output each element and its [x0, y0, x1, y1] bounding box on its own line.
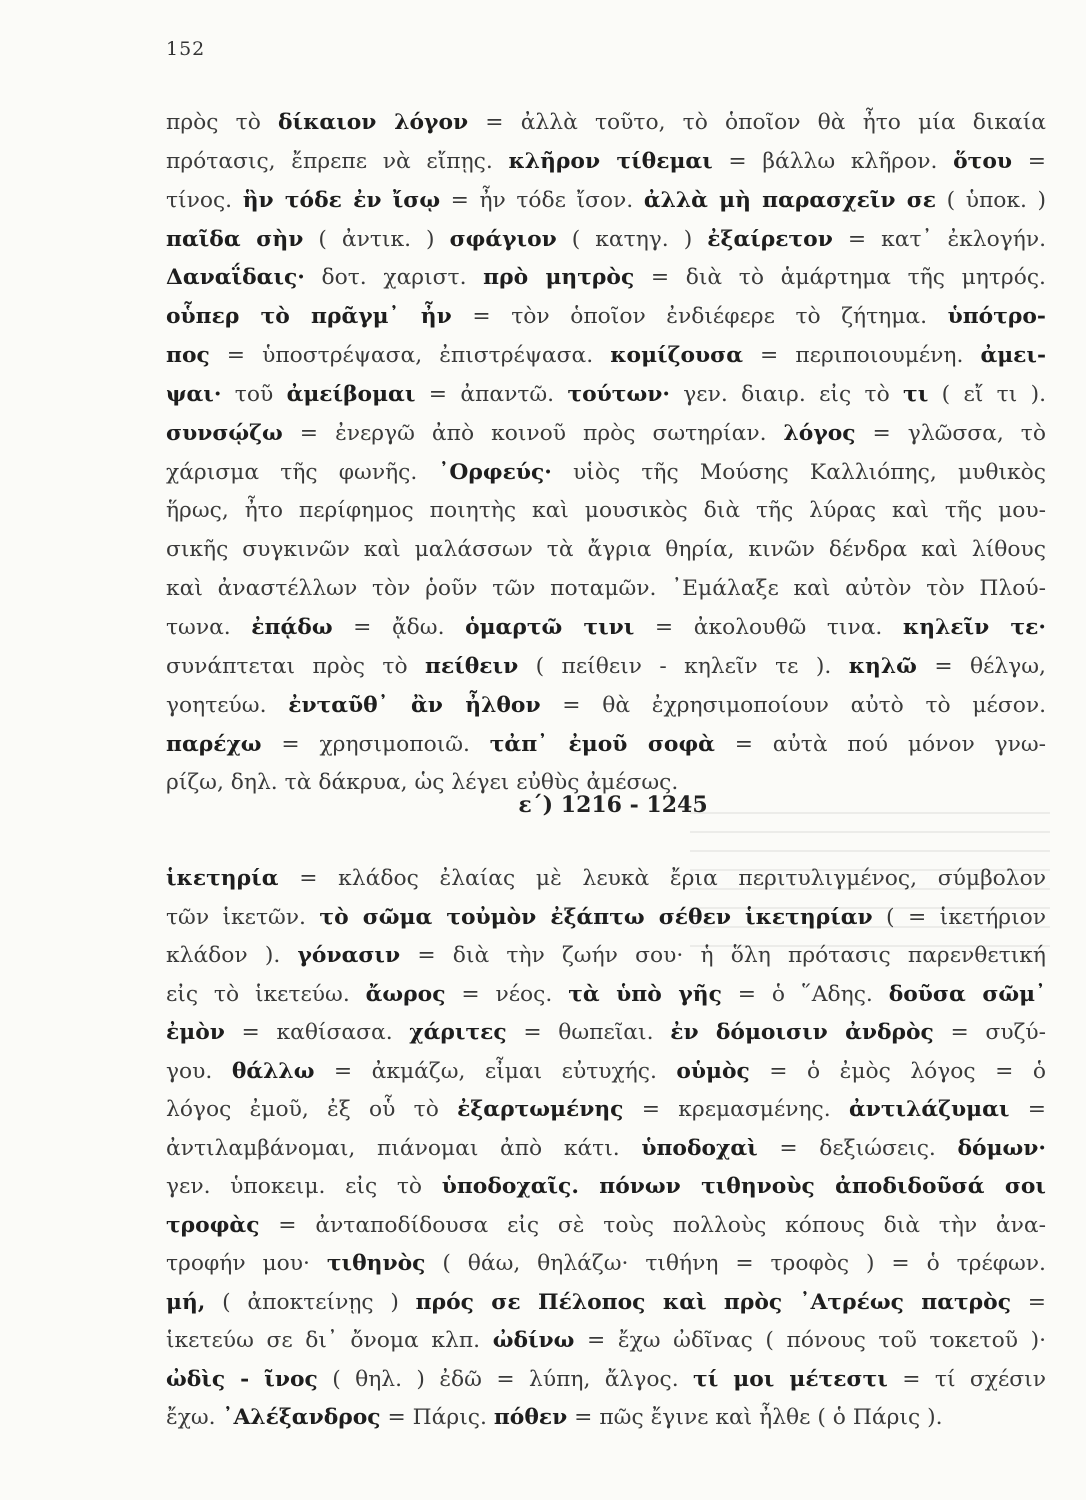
lemma: σφάγιον — [449, 226, 557, 252]
lemma: λόγος — [783, 420, 856, 446]
text-line — [166, 1399, 1046, 1438]
gloss-text: = θωπεῖαι. — [506, 1020, 671, 1045]
gloss-text: ( = ἱκετήριον — [872, 904, 1046, 930]
gloss-text: = περιποιουμένη. — [743, 343, 981, 369]
gloss-text: συνάπτεται πρὸς τὸ — [166, 653, 425, 679]
gloss-text: = κλάδος ἐλαίας μὲ λευκὰ ἔρια περιτυλιγμένος, σύμβολον — [278, 866, 1046, 891]
gloss-text: = ἔχω ὠδῖνας ( πόνους τοῦ τοκετοῦ )· — [574, 1328, 1046, 1353]
text-line — [166, 337, 1046, 376]
lemma: ἣν τόδε ἐν ἴσῳ — [242, 187, 441, 213]
gloss-text: ἱκετεύω σε δι᾽ ὄνομα κλπ. — [166, 1328, 493, 1353]
commentary-block-1 — [166, 104, 1046, 803]
text-line — [166, 531, 1046, 570]
lemma: ὑποδοχαῖς. πόνων τιθηνοὺς ἀποδιδοῦσά σοι — [441, 1174, 1046, 1199]
text-line — [166, 1322, 1046, 1361]
gloss-text: καὶ ἀναστέλλων τὸν ῥοῦν τῶν ποταμῶν. ᾽Εμάλαξε καὶ αὐτὸν τὸν Πλού- — [166, 576, 1046, 602]
lemma: παῖδα σὴν — [166, 226, 304, 252]
lemma: ἐξαρτωμένης — [457, 1097, 624, 1122]
lemma: ἀμει- — [980, 343, 1047, 369]
lemma: ᾽Αλέξανδρος — [222, 1405, 381, 1430]
text-line — [166, 376, 1046, 415]
gloss-text: κλάδον ). — [166, 943, 298, 968]
text-line — [166, 143, 1046, 182]
gloss-text: ( πείθειν - κηλεῖν τε ). — [518, 653, 849, 679]
lemma: ἄωρος — [365, 981, 446, 1007]
text-line — [166, 976, 1046, 1015]
lemma: ψαι· — [166, 381, 222, 407]
gloss-text: = νέος. — [445, 981, 569, 1007]
lemma: ὑποδοχαὶ — [641, 1135, 758, 1161]
lemma: πόθεν — [493, 1405, 568, 1430]
text-line — [166, 726, 1046, 765]
lemma: δίκαιον λόγον — [278, 110, 469, 135]
text-line — [166, 937, 1046, 976]
text-line — [166, 104, 1046, 143]
text-line — [166, 1014, 1046, 1053]
gloss-text: = κρεμασμένης. — [623, 1097, 849, 1122]
text-line — [166, 899, 1046, 938]
lemma: ὠδὶς - ῖνος — [166, 1366, 318, 1392]
gloss-text: = ἐνεργῶ ἀπὸ κοινοῦ πρὸς σωτηρίαν. — [282, 420, 784, 446]
lemma: ἐμὸν — [166, 1020, 225, 1045]
gloss-text: ( θηλ. ) ἐδῶ = λύπη, ἄλγος. — [317, 1366, 694, 1392]
lemma: τροφὰς — [166, 1212, 260, 1238]
lemma: ἱκετηρία — [166, 866, 279, 891]
text-line — [166, 221, 1046, 260]
gloss-text: = τὸν ὁποῖον ἐνδιέφερε τὸ ζήτημα. — [451, 304, 948, 330]
lemma: κλῆρον τίθεμαι — [508, 148, 713, 174]
lemma: τἀπ᾽ ἐμοῦ σοφὰ — [489, 731, 715, 757]
gloss-text: τίνος. — [166, 187, 243, 213]
gloss-text: = συζύ- — [933, 1020, 1046, 1045]
lemma: κηλεῖν τε· — [902, 614, 1047, 640]
gloss-text: = ὁ ἐμὸς λόγος = ὁ — [749, 1058, 1046, 1084]
lemma: θάλλω — [231, 1058, 315, 1084]
lemma: ἐπᾴδω — [251, 614, 333, 640]
gloss-text: = θὰ ἐχρησιμοποίουν αὐτὸ τὸ μέσον. — [540, 692, 1047, 718]
lemma: ᾽Ορφεύς· — [438, 459, 552, 485]
lemma: κηλῶ — [848, 653, 917, 679]
gloss-text: = θέλγω, — [916, 653, 1046, 679]
gloss-text: = καθίσασα. — [224, 1020, 410, 1045]
lemma: ἐν δόμοισιν ἀνδρὸς — [670, 1020, 934, 1045]
gloss-text: τοῦ — [221, 381, 287, 407]
gloss-text: = χρησιμοποιῶ. — [261, 731, 490, 757]
text-line — [166, 1091, 1046, 1130]
lemma: δόμων· — [957, 1135, 1046, 1161]
gloss-text: χάρισμα τῆς φωνῆς. — [166, 459, 439, 485]
gloss-text: ( θάω, θηλάζω· τιθήνη = τροφὸς ) = ὁ τρέφων. — [425, 1251, 1046, 1276]
gloss-text: = κατ᾽ ἐκλογήν. — [832, 226, 1047, 252]
gloss-text: = δεξιώσεις. — [757, 1135, 958, 1161]
gloss-text: = — [1012, 148, 1046, 174]
lemma: τι — [903, 381, 929, 407]
gloss-text: ( ἀποκτείνῃς ) — [205, 1289, 416, 1315]
gloss-text: γου. — [166, 1058, 232, 1084]
lemma: οὑμὸς — [676, 1058, 750, 1084]
gloss-text: ( κατηγ. ) — [556, 226, 708, 252]
text-line — [166, 492, 1046, 531]
lemma: ὠδίνω — [492, 1328, 575, 1353]
gloss-text: = ὁ ῞Αδης. — [721, 981, 889, 1007]
gloss-text: γοητεύω. — [166, 692, 289, 718]
gloss-text: = ᾄδω. — [332, 614, 466, 640]
gloss-text: τῶν ἱκετῶν. — [166, 904, 320, 930]
gloss-text: γεν. ὑποκειμ. εἰς τὸ — [166, 1174, 442, 1199]
lemma: ἀλλὰ μὴ παρασχεῖν σε — [643, 187, 937, 213]
page-number: 152 — [166, 38, 206, 60]
text-line — [166, 182, 1046, 221]
text-line — [166, 1245, 1046, 1284]
text-line — [166, 570, 1046, 609]
commentary-block-2 — [166, 860, 1046, 1438]
lemma: τούτων· — [567, 381, 670, 407]
gloss-text: τροφήν μου· — [166, 1251, 327, 1276]
gloss-text: = — [1010, 1289, 1046, 1315]
text-line — [166, 860, 1046, 899]
lemma: συνσῴζω — [166, 420, 283, 446]
text-line — [166, 1053, 1046, 1092]
lemma: ἀμείβομαι — [286, 381, 416, 407]
gloss-text: = ἀπαντῶ. — [415, 381, 568, 407]
lemma: ὅτου — [953, 148, 1012, 174]
lemma: ἐνταῦθ᾽ ἂν ἦλθον — [288, 692, 541, 718]
lemma: τιθηνὸς — [326, 1251, 426, 1276]
gloss-text: ( ἀντικ. ) — [303, 226, 450, 252]
gloss-text: = ὑποστρέψασα, ἐπιστρέψασα. — [209, 343, 611, 369]
gloss-text: πρότασις, ἔπρεπε νὰ εἴπῃς. — [166, 148, 509, 174]
lemma: ἀντιλάζυμαι — [848, 1097, 1010, 1122]
lemma: τὰ ὑπὸ γῆς — [568, 981, 722, 1007]
lemma: γόνασιν — [297, 943, 401, 968]
gloss-text: = πῶς ἔγινε καὶ ἦλθε ( ὁ Πάρις ). — [567, 1405, 943, 1430]
gloss-text: λόγος ἐμοῦ, ἐξ οὗ τὸ — [166, 1097, 458, 1122]
lemma: πος — [166, 343, 210, 369]
gloss-text: = ἦν τόδε ἴσον. — [440, 187, 644, 213]
gloss-text: σικῆς συγκινῶν καὶ μαλάσσων τὰ ἄγρια θηρία, κινῶν δένδρα καὶ λίθους — [166, 537, 1046, 563]
lemma: παρέχω — [166, 731, 262, 757]
gloss-text: = τί σχέσιν — [887, 1366, 1046, 1392]
gloss-text: = ἀνταποδίδουσα εἰς σὲ τοὺς πολλοὺς κόπους διὰ τὴν ἀνα- — [259, 1212, 1046, 1238]
gloss-text: πρὸς τὸ — [166, 110, 278, 135]
text-line — [166, 1284, 1046, 1323]
text-line — [166, 1130, 1046, 1169]
gloss-text: = — [1009, 1097, 1046, 1122]
lemma: πρός σε Πέλοπος καὶ πρὸς ᾽Ατρέως πατρὸς — [415, 1289, 1011, 1315]
lemma: τί μοι μέτεστι — [693, 1366, 888, 1392]
lemma: πείθειν — [424, 653, 519, 679]
gloss-text: = ἀκολουθῶ τινα. — [634, 614, 903, 640]
lemma: ὁμαρτῶ τινι — [465, 614, 635, 640]
lemma: ἐξαίρετον — [707, 226, 833, 252]
gloss-text: = γλῶσσα, τὸ — [855, 420, 1046, 446]
section-heading: ε΄) 1216 - 1245 — [518, 792, 708, 818]
lemma: μή, — [166, 1289, 206, 1315]
gloss-text: ἀντιλαμβάνομαι, πιάνομαι ἀπὸ κάτι. — [166, 1135, 642, 1161]
lemma: χάριτες — [409, 1020, 507, 1045]
text-line — [166, 687, 1046, 726]
gloss-text: ἔχω. — [166, 1405, 223, 1430]
gloss-text: γεν. διαιρ. εἰς τὸ — [669, 381, 904, 407]
gloss-text: ἥρως, ἦτο περίφημος ποιητὴς καὶ μουσικὸς διὰ τῆς λύρας καὶ τῆς μου- — [166, 498, 1046, 524]
gloss-text: = διὰ τὴν ζωήν σου· ἡ ὅλη πρότασις παρενθετική — [400, 943, 1046, 968]
gloss-text: = Πάρις. — [380, 1405, 494, 1430]
lemma: Δαναΐδαις· — [166, 265, 305, 291]
gloss-text: τωνα. — [166, 614, 252, 640]
gloss-text: υἱὸς τῆς Μούσης Καλλιόπης, μυθικὸς — [551, 459, 1046, 485]
text-line — [166, 298, 1046, 337]
text-line — [166, 454, 1046, 493]
gloss-text: = ἀκμάζω, εἶμαι εὐτυχής. — [314, 1058, 677, 1084]
lemma: δοῦσα σῶμ᾽ — [888, 981, 1046, 1007]
gloss-text: = ἀλλὰ τοῦτο, τὸ ὁποῖον θὰ ἦτο μία δικαία — [468, 110, 1046, 135]
gloss-text: = βάλλω κλῆρον. — [712, 148, 954, 174]
text-line — [166, 1207, 1046, 1246]
lemma: οὗπερ τὸ πρᾶγμ᾽ ἦν — [166, 304, 452, 330]
text-line — [166, 609, 1046, 648]
gloss-text: ( ὑποκ. ) — [936, 187, 1047, 213]
lemma: πρὸ μητρὸς — [483, 265, 635, 291]
gloss-text: ρίζω, δηλ. τὰ δάκρυα, ὡς λέγει εὐθὺς ἀμέσως. — [166, 770, 679, 796]
gloss-text: = διὰ τὸ ἁμάρτημα τῆς μητρός. — [634, 265, 1046, 291]
text-line — [166, 1168, 1046, 1207]
gloss-text: εἰς τὸ ἱκετεύω. — [166, 981, 366, 1007]
text-line — [166, 259, 1046, 298]
lemma: ὑπότρο- — [947, 304, 1046, 330]
gloss-text: = αὐτὰ πού μόνον γνω- — [714, 731, 1046, 757]
lemma: κομίζουσα — [610, 343, 744, 369]
gloss-text: ( εἴ τι ). — [928, 381, 1047, 407]
lemma: τὸ σῶμα τοὐμὸν ἐξάπτω σέθεν ἱκετηρίαν — [319, 904, 873, 930]
text-line — [166, 648, 1046, 687]
text-line — [166, 415, 1046, 454]
gloss-text: δοτ. χαριστ. — [304, 265, 484, 291]
text-line — [166, 1361, 1046, 1400]
